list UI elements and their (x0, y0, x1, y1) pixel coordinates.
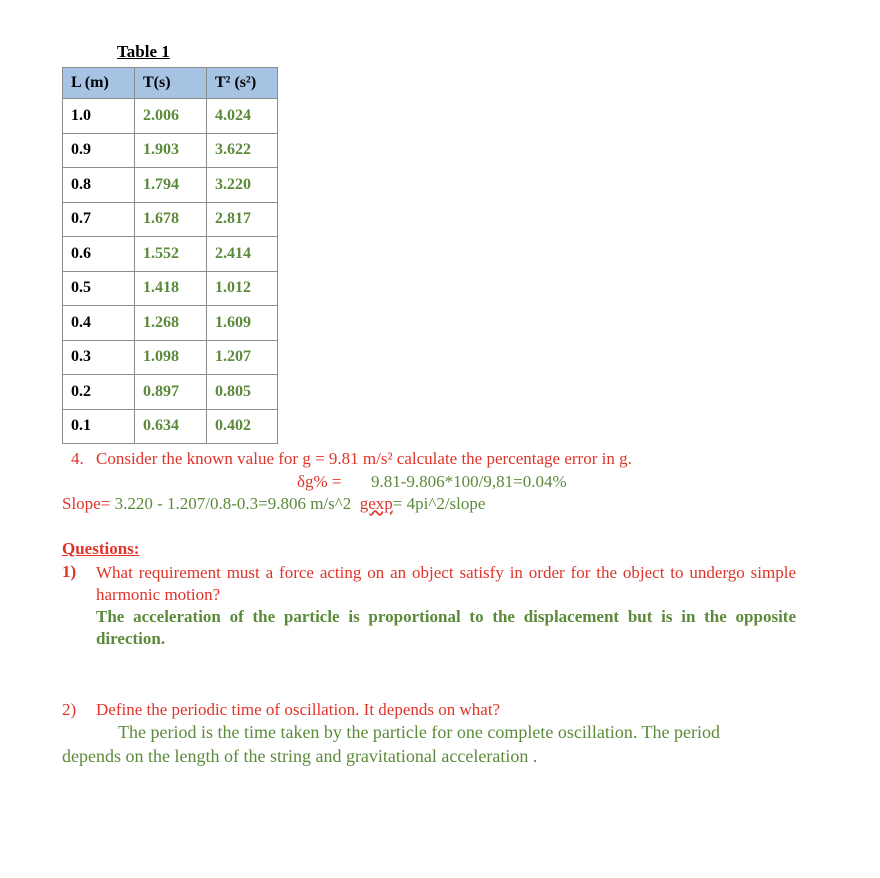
table-row (63, 271, 278, 306)
length-cell: 0.8 (63, 168, 135, 203)
length-cell: 0.9 (63, 133, 135, 168)
question-2: Define the periodic time of oscillation. It depends on what? (96, 700, 501, 719)
gexp-value: = 4pi^2/slope (392, 494, 486, 513)
table-row (63, 202, 278, 237)
period-squared-cell: 1.609 (207, 306, 278, 341)
length-cell: 1.0 (63, 99, 135, 134)
table-row (63, 99, 278, 134)
period-cell: 0.897 (135, 375, 207, 410)
period-cell: 2.006 (135, 99, 207, 134)
item4-number: 4. (71, 449, 84, 468)
period-squared-cell: 1.207 (207, 340, 278, 375)
question-1: What requirement must a force acting on an object satisfy in order for the object to undergo simple harmonic motion? (96, 563, 796, 604)
table-row (63, 168, 278, 203)
length-cell: 0.2 (63, 375, 135, 410)
dg-label: δg% = (297, 472, 342, 491)
header-period: T(s) (135, 68, 207, 99)
table-row (63, 409, 278, 444)
period-squared-cell: 2.817 (207, 202, 278, 237)
period-cell: 1.678 (135, 202, 207, 237)
period-cell: 1.794 (135, 168, 207, 203)
table-header-row (63, 68, 278, 99)
answer-2-line-2: depends on the length of the string and gravitational acceleration . (62, 746, 538, 766)
q1-number: 1) (62, 562, 77, 581)
period-cell: 1.903 (135, 133, 207, 168)
period-squared-cell: 0.402 (207, 409, 278, 444)
slope-label: Slope= (62, 494, 111, 513)
period-squared-cell: 0.805 (207, 375, 278, 410)
length-cell: 0.5 (63, 271, 135, 306)
questions-heading: Questions: (62, 539, 140, 558)
header-period-squared: T² (s²) (207, 68, 278, 99)
table-row (63, 133, 278, 168)
period-squared-cell: 2.414 (207, 237, 278, 272)
length-cell: 0.4 (63, 306, 135, 341)
table-row (63, 306, 278, 341)
period-cell: 0.634 (135, 409, 207, 444)
header-length: L (m) (63, 68, 135, 99)
answer-1: The acceleration of the particle is proportional to the displacement but is in the opposite direction. (96, 607, 796, 648)
period-cell: 1.552 (135, 237, 207, 272)
period-cell: 1.418 (135, 271, 207, 306)
item4-text: Consider the known value for g = 9.81 m/s² calculate the percentage error in g. (96, 449, 632, 468)
period-squared-cell: 3.622 (207, 133, 278, 168)
period-squared-cell: 1.012 (207, 271, 278, 306)
period-squared-cell: 3.220 (207, 168, 278, 203)
slope-line (62, 494, 485, 514)
table-caption: Table 1 (117, 42, 170, 61)
data-table (62, 67, 278, 444)
table-row (63, 375, 278, 410)
length-cell: 0.3 (63, 340, 135, 375)
dg-value: 9.81-9.806*100/9,81=0.04% (371, 472, 567, 491)
gexp-label: gexp (359, 494, 393, 513)
table-row (63, 340, 278, 375)
q2-number: 2) (62, 700, 77, 719)
period-squared-cell: 4.024 (207, 99, 278, 134)
table-row (63, 237, 278, 272)
length-cell: 0.7 (63, 202, 135, 237)
length-cell: 0.6 (63, 237, 135, 272)
period-cell: 1.098 (135, 340, 207, 375)
period-cell: 1.268 (135, 306, 207, 341)
answer-2-line-1: The period is the time taken by the particle for one complete oscillation. The period (118, 722, 720, 742)
length-cell: 0.1 (63, 409, 135, 444)
slope-value: 3.220 - 1.207/0.8-0.3=9.806 m/s^2 (114, 494, 352, 513)
